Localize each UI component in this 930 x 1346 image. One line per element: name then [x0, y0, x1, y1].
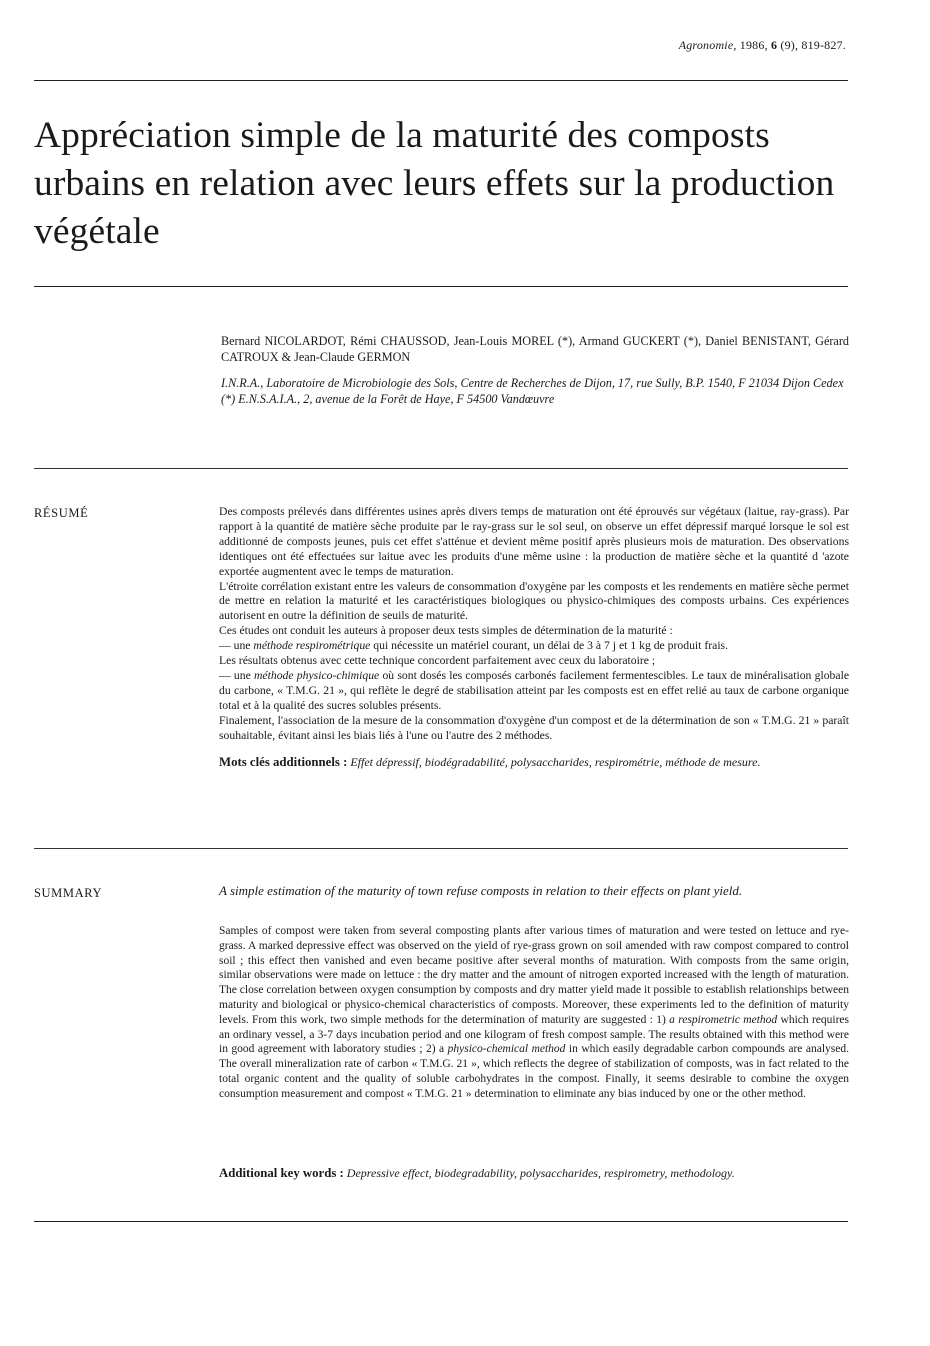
keywords-text: Depressive effect, biodegradability, polysaccharides, respirometry, methodology.: [346, 1166, 735, 1180]
author-list: Bernard NICOLARDOT, Rémi CHAUSSOD, Jean-Louis MOREL (*), Armand GUCKERT (*), Daniel BENISTANT, Gérard CATROUX & Jean-Claude GERMON: [221, 334, 849, 364]
list-dash: — une: [219, 639, 254, 653]
summary-keywords: [219, 1166, 849, 1181]
respirometric-method-term: méthode respirométrique: [253, 639, 371, 653]
journal-pages: 819-827.: [801, 38, 846, 52]
summary-divider: [34, 848, 848, 849]
keywords-label: Mots clés additionnels :: [219, 754, 348, 769]
keywords-label: Additional key words :: [219, 1166, 344, 1180]
resume-paragraph: Finalement, l'association de la mesure de la consommation d'oxygène d'un compost et de la détermination de son « T.M.G. 21 » paraît souhaitable, évitant ainsi les biais liés à l'une ou l'autre des 2 méthodes.: [219, 713, 849, 742]
affiliation-inra: I.N.R.A., Laboratoire de Microbiologie des Sols, Centre de Recherches de Dijon, 17, rue Sully, B.P. 1540, F 21034 Dijon Cedex: [221, 376, 844, 390]
resume-paragraph: Ces études ont conduit les auteurs à proposer deux tests simples de détermination de la maturité :: [219, 624, 673, 638]
respirometric-method-term: a respirometric method: [669, 1013, 778, 1026]
journal-volume: 6: [770, 38, 778, 52]
resume-paragraph: Des composts prélevés dans différentes usines après divers temps de maturation ont été éprouvés sur végétaux (laitue, ray-grass). Par rapport à la quantité de matière sèche produite par le ray-grass sur le sol seul, on observe un effet dépressif marqué lorsque le sol est additionné de composts jeunes, puis cet effet s'atténue et devient même positif après plusieurs mois de maturation. Des observations identiques ont été effectuées sur laitue avec les produits d'une même usine : la production de matière sèche et la quantité d 'azote exportée augmentent avec le temps de maturation.: [219, 505, 849, 578]
summary-title: A simple estimation of the maturity of town refuse composts in relation to their effects on plant yield.: [219, 883, 743, 898]
summary-paragraph: [219, 924, 849, 1102]
resume-paragraph: L'étroite corrélation existant entre les valeurs de consommation d'oxygène par les composts et les rendements en matière sèche permet de mettre en relation la maturité et les caractéristiques biologiques ou physico-chimiques des composts urbains. Ces expériences autorisent en outre la définition de seuils de maturité.: [219, 579, 849, 623]
journal-name: Agronomie,: [678, 38, 737, 52]
list-item-text: où sont dosés les composés carbonés facilement fermentescibles. Le taux de minéralisation globale du carbone, « T.M.G. 21 », qui reflète le degré de stabilisation atteint par les composts est en effet relié au taux de carbone organique total et à la qualité des sucres solubles présents.: [219, 668, 850, 712]
resume-list-item: [219, 639, 849, 654]
physico-chemical-method-term: méthode physico-chimique: [253, 668, 380, 682]
footer-divider: [34, 1221, 848, 1222]
journal-citation: [679, 38, 846, 53]
header-divider: [34, 80, 848, 81]
resume-paragraph: Les résultats obtenus avec cette technique concordent parfaitement avec ceux du laboratoire ;: [219, 654, 656, 668]
summary-heading: SUMMARY: [34, 886, 103, 900]
physico-chemical-method-term: physico-chemical method: [447, 1043, 566, 1056]
affiliation-ensaia: (*) E.N.S.A.I.A., 2, avenue de la Forêt de Haye, F 54500 Vandœuvre: [221, 391, 555, 406]
summary-abstract: [219, 924, 849, 1102]
article-title: Appréciation simple de la maturité des composts urbains en relation avec leurs effets sur la production végétale: [34, 115, 835, 252]
resume-divider: [34, 468, 848, 469]
affiliations: [221, 376, 849, 407]
summary-text: Samples of compost were taken from several composting plants after various times of maturation and were tested on lettuce and rye-grass. A marked depressive effect was observed on the yield of rye-grass grown on soil amended with raw compost compared to control soil ; this effect then vanished and even became positive after several months of maturation. With composts from the same origin, similar observations were made on lettuce : the dry matter and the amount of nitrogen exported increased with the length of maturation. The close correlation between oxygen consumption by composts and dry matter yield made it possible to establish relationships between maturity and biological or physico-chemical characteristics of composts. Moreover, these experiments led to the definition of maturity levels. From this work, two simple methods for the determination of maturity are suggested : 1): [219, 925, 849, 1026]
resume-heading: RÉSUMÉ: [34, 506, 89, 520]
resume-abstract: [219, 505, 849, 770]
resume-list-item: [219, 669, 849, 714]
list-dash: — une: [219, 668, 254, 682]
resume-keywords: [219, 755, 849, 770]
journal-issue: (9),: [780, 38, 799, 52]
keywords-text: Effet dépressif, biodégradabilité, polysaccharides, respirométrie, méthode de mesure.: [350, 754, 761, 769]
journal-year: 1986,: [739, 38, 768, 52]
list-item-text: qui nécessite un matériel courant, un délai de 3 à 7 j et 1 kg de produit frais.: [370, 639, 729, 653]
title-divider: [34, 286, 848, 287]
summary-text: in which easily degradable carbon compounds are analysed. The overall mineralization rate of carbon « T.M.G. 21 », which reflects the degree of stabilization of composts, was in fact related to the total organic content and the quality of soluble carbohydrates in the compost. Finally, it seems desirable to combine the oxygen consumption measurement and compost « T.M.G. 21 » determination to eliminate any bias induced by one or the other method.: [219, 1043, 849, 1100]
summary-text: which requires an ordinary vessel, a 3-7 days incubation period and one kilogram of fresh compost sample. The results obtained with this method were in good agreement with laboratory studies ; 2) a: [219, 1013, 849, 1056]
